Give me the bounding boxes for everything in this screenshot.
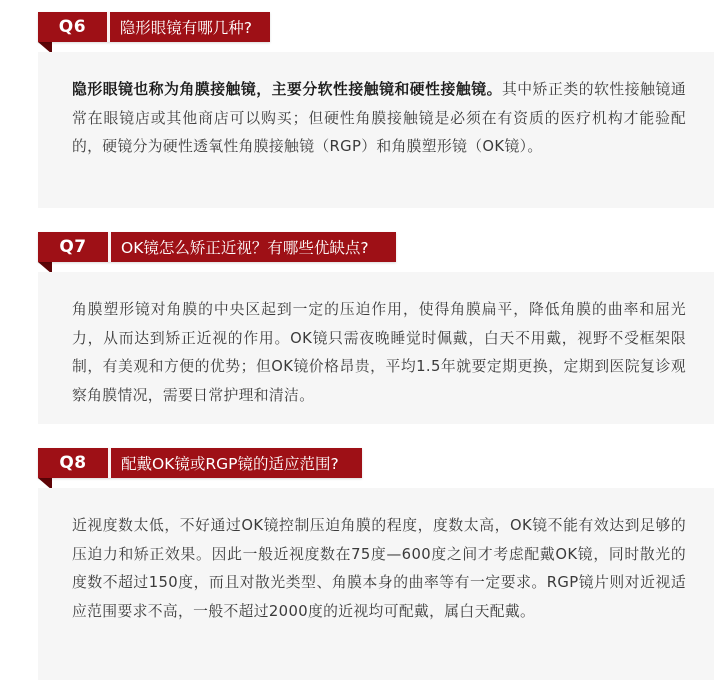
question-title: OK镜怎么矫正近视？有哪些优缺点? [121,239,369,257]
faq-section-q8 [0,438,714,620]
question-number: Q8 [59,453,87,473]
question-tab [38,12,270,42]
question-number: Q6 [58,17,87,37]
question-header [0,222,714,272]
answer-box [38,52,714,208]
question-tab [38,448,362,478]
answer-box [38,488,714,680]
answer-body: 其中矫正类的软性接触镜通常在眼镜店或其他商店可以购买；但硬性角膜接触镜是必须在有资质的医疗机构才能验配的，硬镜分为硬性透氧性角膜接触镜（RGP）和角膜塑形镜（OK镜）。 [72,81,686,155]
tab-divider [107,12,110,42]
question-title: 配戴OK镜或RGP镜的适应范围? [121,455,339,473]
question-header [0,438,714,488]
question-title: 隐形眼镜有哪几种? [119,19,252,37]
question-header [0,2,714,52]
answer-text: 角膜塑形镜对角膜的中央区起到一定的压迫作用，使得角膜扁平，降低角膜的曲率和屈光力，从而达到矫正近视的作用。OK镜只需夜晚睡觉时佩戴，白天不用戴，视野不受框架限制，有美观和方便的优势；但OK镜价格昂贵，平均1.5年就要定期更换，定期到医院复诊观察角膜情况，需要日常护理和清洁。 [72,301,686,404]
answer-text [72,76,686,162]
answer-box [38,272,714,424]
tab-divider [108,448,111,478]
question-tab [38,232,396,262]
tab-divider [108,232,111,262]
faq-section-q6 [0,2,714,155]
answer-text: 近视度数太低，不好通过OK镜控制压迫角膜的程度，度数太高，OK镜不能有效达到足够的压迫力和矫正效果。因此一般近视度数在75度—600度之间才考虑配戴OK镜，同时散光的度数不超过150度，而且对散光类型、角膜本身的曲率等有一定要求。RGP镜片则对近视适应范围要求不高，一般不超过2000度的近视均可配戴，属白天配戴。 [72,517,686,620]
answer-bold-lead: 隐形眼镜也称为角膜接触镜，主要分软性接触镜和硬性接触镜。 [72,81,502,98]
question-number: Q7 [59,237,87,257]
faq-section-q7 [0,222,714,404]
